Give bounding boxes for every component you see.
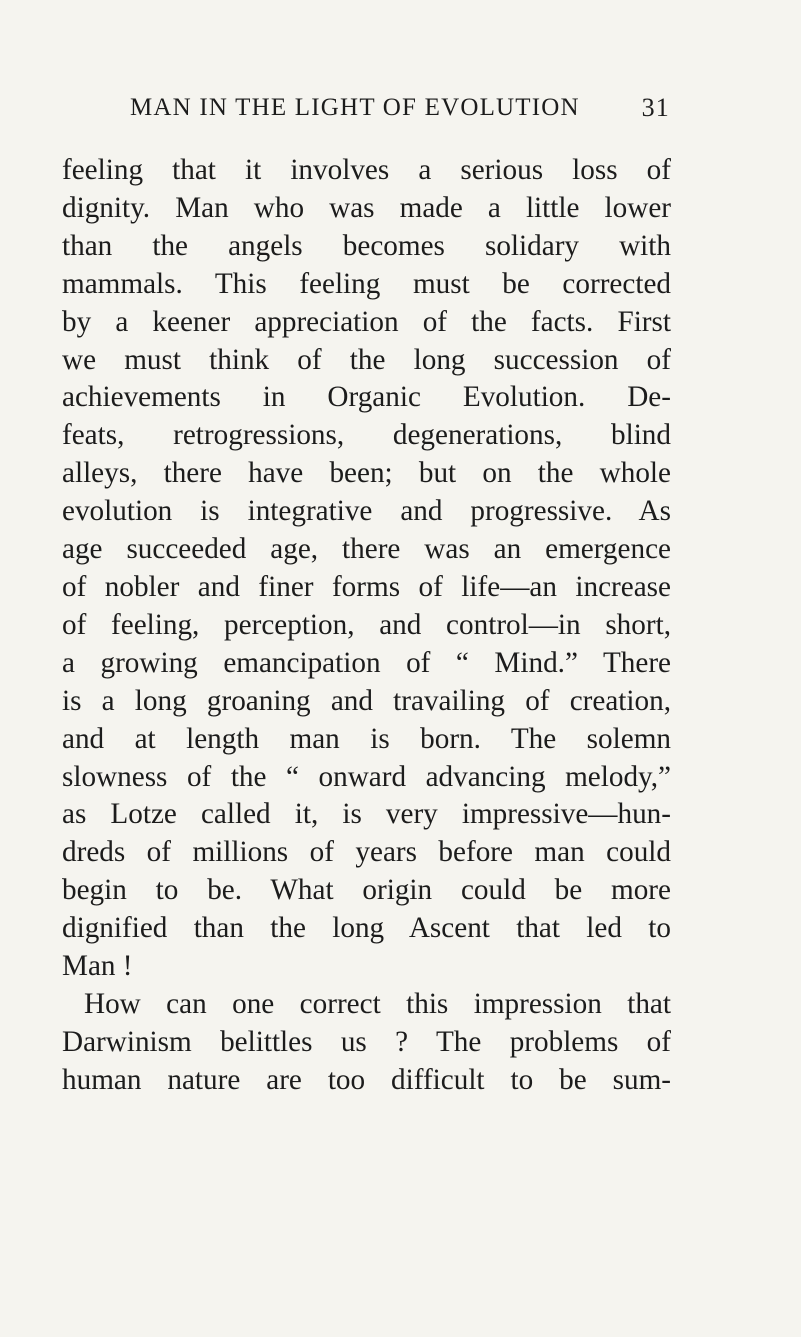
paragraph-end-line: Man ! [62, 950, 133, 983]
text-line: feats, retrogressions, degenerations, blind [62, 419, 671, 452]
page-number: 31 [641, 93, 670, 122]
running-title: MAN IN THE LIGHT OF EVOLUTION [130, 94, 580, 121]
running-head [130, 88, 670, 128]
text-line: How can one correct this impression that [84, 987, 671, 1020]
text-line: by a keener appreciation of the facts. First [62, 305, 671, 338]
text-line: alleys, there have been; but on the whole [62, 457, 671, 490]
text-line: we must think of the long succession of [62, 343, 671, 376]
text-line: achievements in Organic Evolution. De- [62, 381, 671, 414]
text-line: age succeeded age, there was an emergence [62, 533, 671, 566]
text-line: of nobler and finer forms of life—an increase [62, 570, 671, 603]
text-line: a growing emancipation of “ Mind.” There [62, 646, 671, 679]
text-line: slowness of the “ onward advancing melody,” [62, 760, 671, 793]
text-line: mammals. This feeling must be corrected [62, 267, 671, 300]
text-line: is a long groaning and travailing of creation, [62, 684, 671, 717]
text-line: Darwinism belittles us ? The problems of [62, 1025, 671, 1058]
text-line: as Lotze called it, is very impressive—hun- [62, 798, 671, 831]
text-line: than the angels becomes solidary with [62, 229, 671, 262]
text-line: human nature are too difficult to be sum- [62, 1063, 671, 1096]
text-line: of feeling, perception, and control—in short, [62, 608, 671, 641]
text-line: dreds of millions of years before man could [62, 836, 671, 869]
text-line: begin to be. What origin could be more [62, 874, 671, 907]
body-text [62, 152, 671, 1100]
text-line: evolution is integrative and progressive. As [62, 495, 671, 528]
text-line: dignified than the long Ascent that led to [62, 912, 671, 945]
text-line: and at length man is born. The solemn [62, 722, 671, 755]
text-line: feeling that it involves a serious loss of [62, 154, 671, 186]
text-line: dignity. Man who was made a little lower [62, 191, 671, 224]
